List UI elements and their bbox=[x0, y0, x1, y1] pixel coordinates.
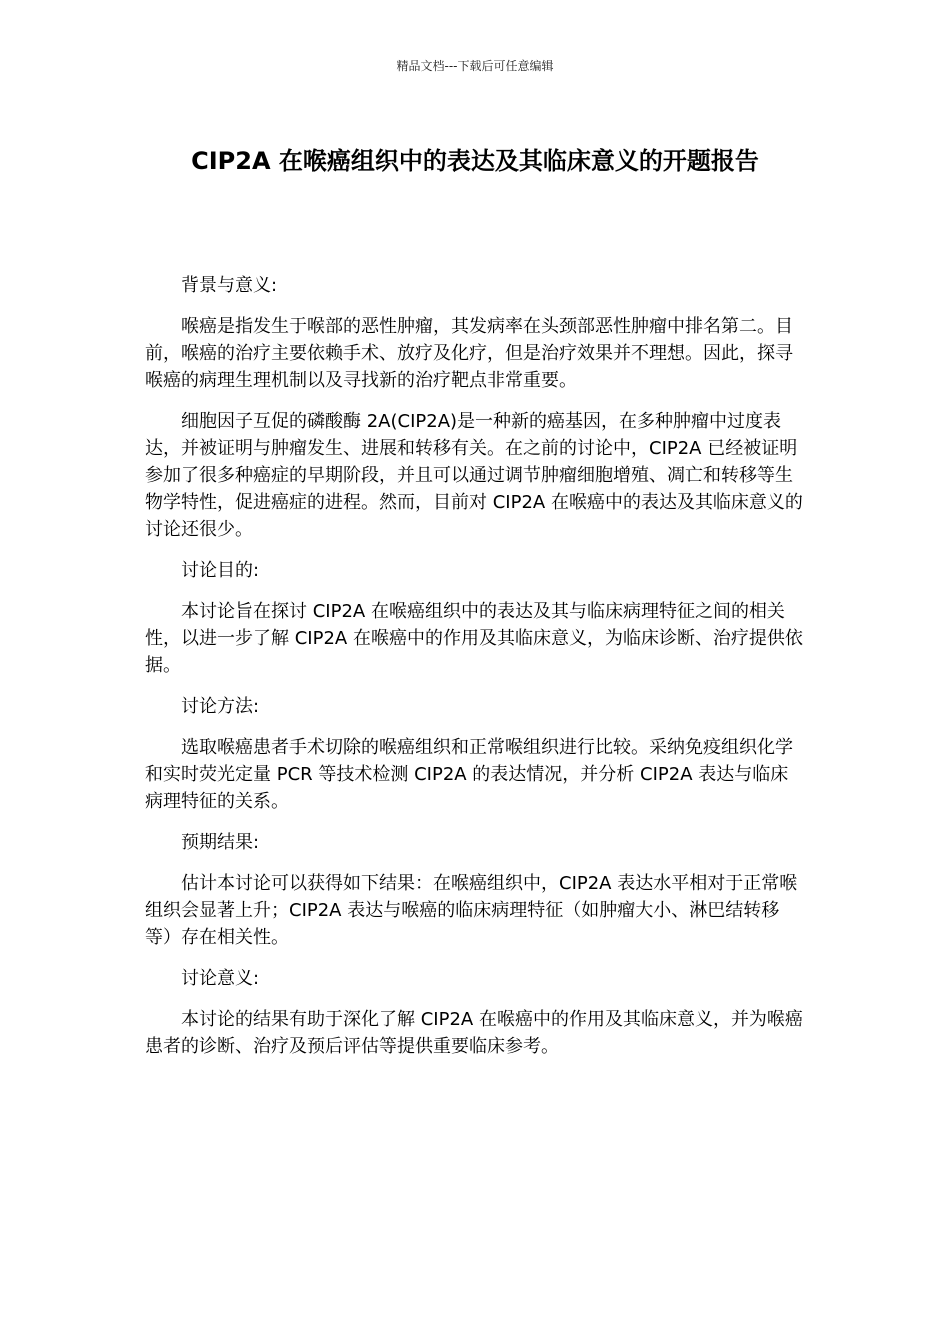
paragraph: 细胞因子互促的磷酸酶 2A(CIP2A)是一种新的癌基因，在多种肿瘤中过度表达，并被证明与肿瘤发生、进展和转移有关。在之前的讨论中，CIP2A 已经被证明参加了很多种癌症的早期阶段，并且可以通过调节肿瘤细胞增殖、凋亡和转移等生物学特性，促进癌症的进程。然而，目前对 CIP2A 在喉癌中的表达及其临床意义的讨论还很少。 bbox=[145, 411, 803, 540]
paragraph: 选取喉癌患者手术切除的喉癌组织和正常喉组织进行比较。采纳免疫组织化学和实时荧光定量 PCR 等技术检测 CIP2A 的表达情况，并分析 CIP2A 表达与临床病理特征的关系。 bbox=[145, 737, 793, 812]
section-heading: 背景与意义: bbox=[181, 275, 278, 296]
section-expected-results bbox=[145, 829, 805, 951]
section-heading: 预期结果: bbox=[181, 832, 260, 853]
section-heading: 讨论目的: bbox=[181, 560, 260, 581]
document-title: CIP2A 在喉癌组织中的表达及其临床意义的开题报告 bbox=[191, 147, 759, 175]
section-methods bbox=[145, 693, 805, 815]
paragraph: 本讨论的结果有助于深化了解 CIP2A 在喉癌中的作用及其临床意义，并为喉癌患者的诊断、治疗及预后评估等提供重要临床参考。 bbox=[145, 1009, 803, 1057]
section-heading: 讨论方法: bbox=[181, 696, 260, 717]
document-body bbox=[145, 272, 805, 1074]
section-significance bbox=[145, 965, 805, 1060]
section-heading: 讨论意义: bbox=[181, 968, 260, 989]
paragraph: 估计本讨论可以获得如下结果：在喉癌组织中，CIP2A 表达水平相对于正常喉组织会显著上升；CIP2A 表达与喉癌的临床病理特征（如肿瘤大小、淋巴结转移等）存在相关性。 bbox=[145, 873, 798, 948]
paragraph: 喉癌是指发生于喉部的恶性肿瘤，其发病率在头颈部恶性肿瘤中排名第二。目前，喉癌的治疗主要依赖手术、放疗及化疗，但是治疗效果并不理想。因此，探寻喉癌的病理生理机制以及寻找新的治疗靶点非常重要。 bbox=[145, 316, 793, 391]
section-background bbox=[145, 272, 805, 543]
section-purpose bbox=[145, 557, 805, 679]
paragraph: 本讨论旨在探讨 CIP2A 在喉癌组织中的表达及其与临床病理特征之间的相关性，以进一步了解 CIP2A 在喉癌中的作用及其临床意义，为临床诊断、治疗提供依据。 bbox=[145, 601, 803, 676]
page-header-note: 精品文档---下载后可任意编辑 bbox=[396, 59, 554, 73]
